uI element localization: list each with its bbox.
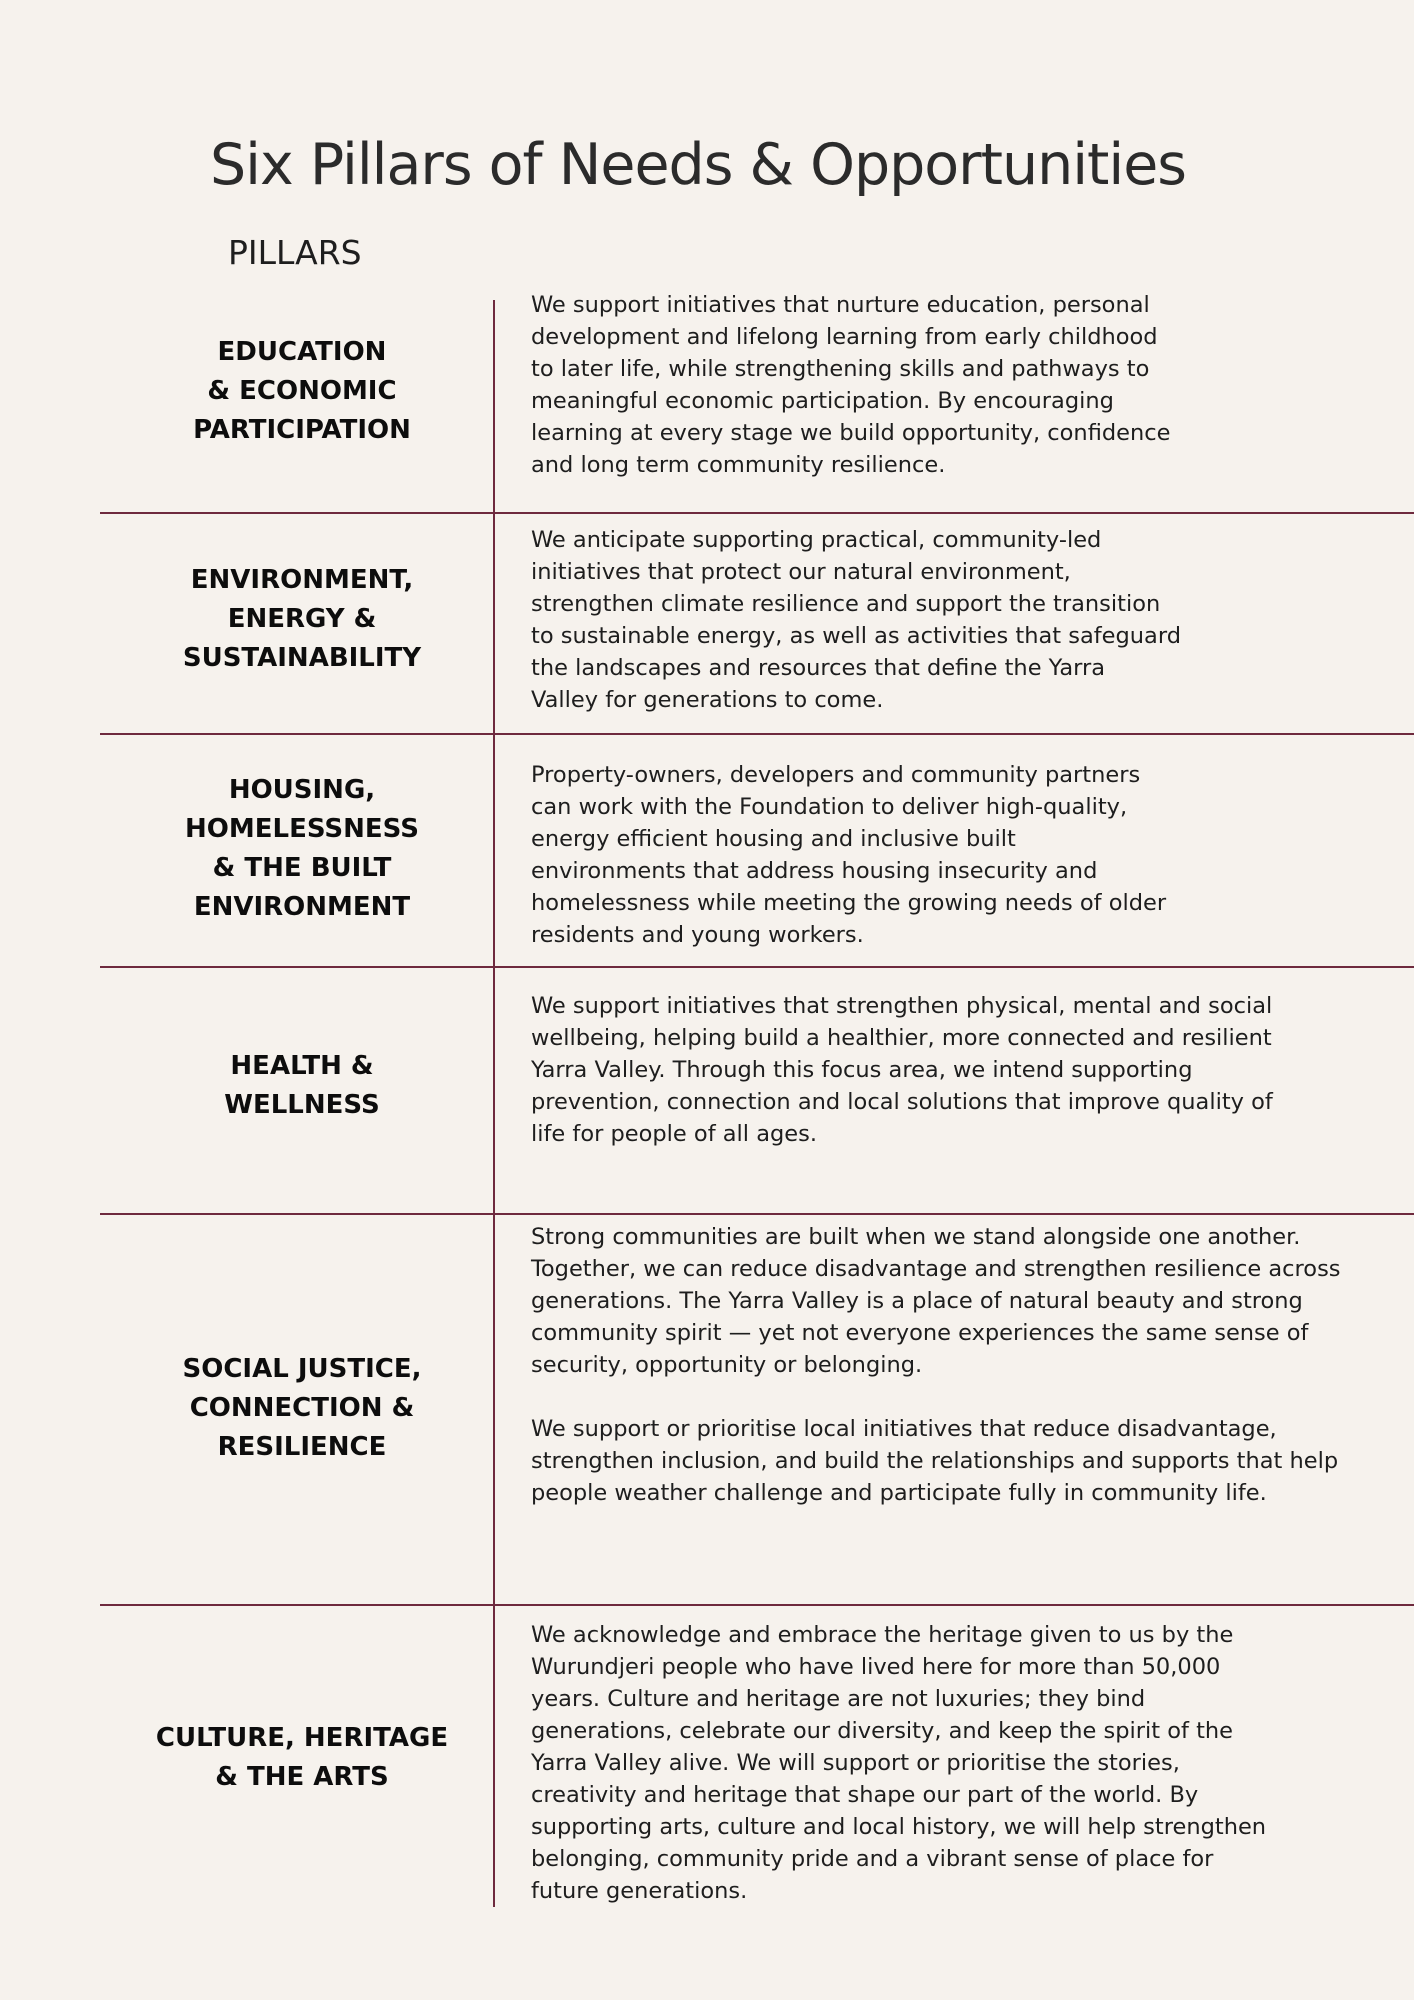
pillar-name-social-justice: SOCIAL JUSTICE, CONNECTION & RESILIENCE: [182, 1354, 422, 1462]
pillar-text-health: We support initiatives that strengthen physical, mental and social wellbeing, helping build a healthier, more connected and resilient Yarra Valley. Through this focus area, we intend supporting prevention, connection and local solutions that improve quality of life for people of all ages.: [531, 993, 1273, 1147]
pillar-text-education: We support initiatives that nurture education, personal development and lifelong learning from early childhood to later life, while strengthening skills and pathways to meaningful economic participation. By encouraging learning at every stage we build opportunity, confidence and long term community resilience.: [531, 292, 1171, 478]
row-divider: [100, 966, 1414, 968]
pillar-text-culture: We acknowledge and embrace the heritage given to us by the Wurundjeri people who have lived here for more than 50,000 years. Culture and heritage are not luxuries; they bind generations, celebrate our diversity, and keep the spirit of the Yarra Valley alive. We will support or prioritise the stories, creativity and heritage that shape our part of the world. By supporting arts, culture and local history, we will help strengthen belonging, community pride and a vibrant sense of place for future generations.: [531, 1622, 1267, 1904]
page-title: Six Pillars of Needs & Opportunities: [210, 132, 1187, 198]
pillar-text-social-justice: Strong communities are built when we stand alongside one another. Together, we can reduce disadvantage and strengthen resilience across generations. The Yarra Valley is a place of natural beauty and strong community spirit — yet not everyone experiences the same sense of security, opportunity or belonging. We support or prioritise local initiatives that reduce disadvantage, strengthen inclusion, and build the relationships and supports that help people weather challenge and participate fully in community life.: [531, 1224, 1341, 1506]
row-divider: [100, 1213, 1414, 1215]
pillar-name-culture: CULTURE, HERITAGE & THE ARTS: [155, 1723, 449, 1792]
row-divider: [100, 733, 1414, 735]
pillar-text-environment: We anticipate supporting practical, community-led initiatives that protect our natural environment, strengthen climate resilience and support the transition to sustainable energy, as well as activities that safeguard the landscapes and resources that define the Yarra Valley for generations to come.: [531, 527, 1181, 713]
pillar-name-housing: HOUSING, HOMELESSNESS & THE BUILT ENVIRONMENT: [185, 775, 419, 922]
row-divider: [100, 512, 1414, 514]
pillar-name-health: HEALTH & WELLNESS: [224, 1051, 380, 1120]
pillars-heading: PILLARS: [228, 233, 362, 272]
pillar-name-environment: ENVIRONMENT, ENERGY & SUSTAINABILITY: [182, 565, 422, 673]
pillar-name-education: EDUCATION & ECONOMIC PARTICIPATION: [193, 337, 411, 445]
pillar-text-housing: Property-owners, developers and community partners can work with the Foundation to deliver high-quality, energy efficient housing and inclusive built environments that address housing insecurity and homelessness while meeting the growing needs of older residents and young workers.: [531, 762, 1167, 948]
row-divider: [100, 1604, 1414, 1606]
